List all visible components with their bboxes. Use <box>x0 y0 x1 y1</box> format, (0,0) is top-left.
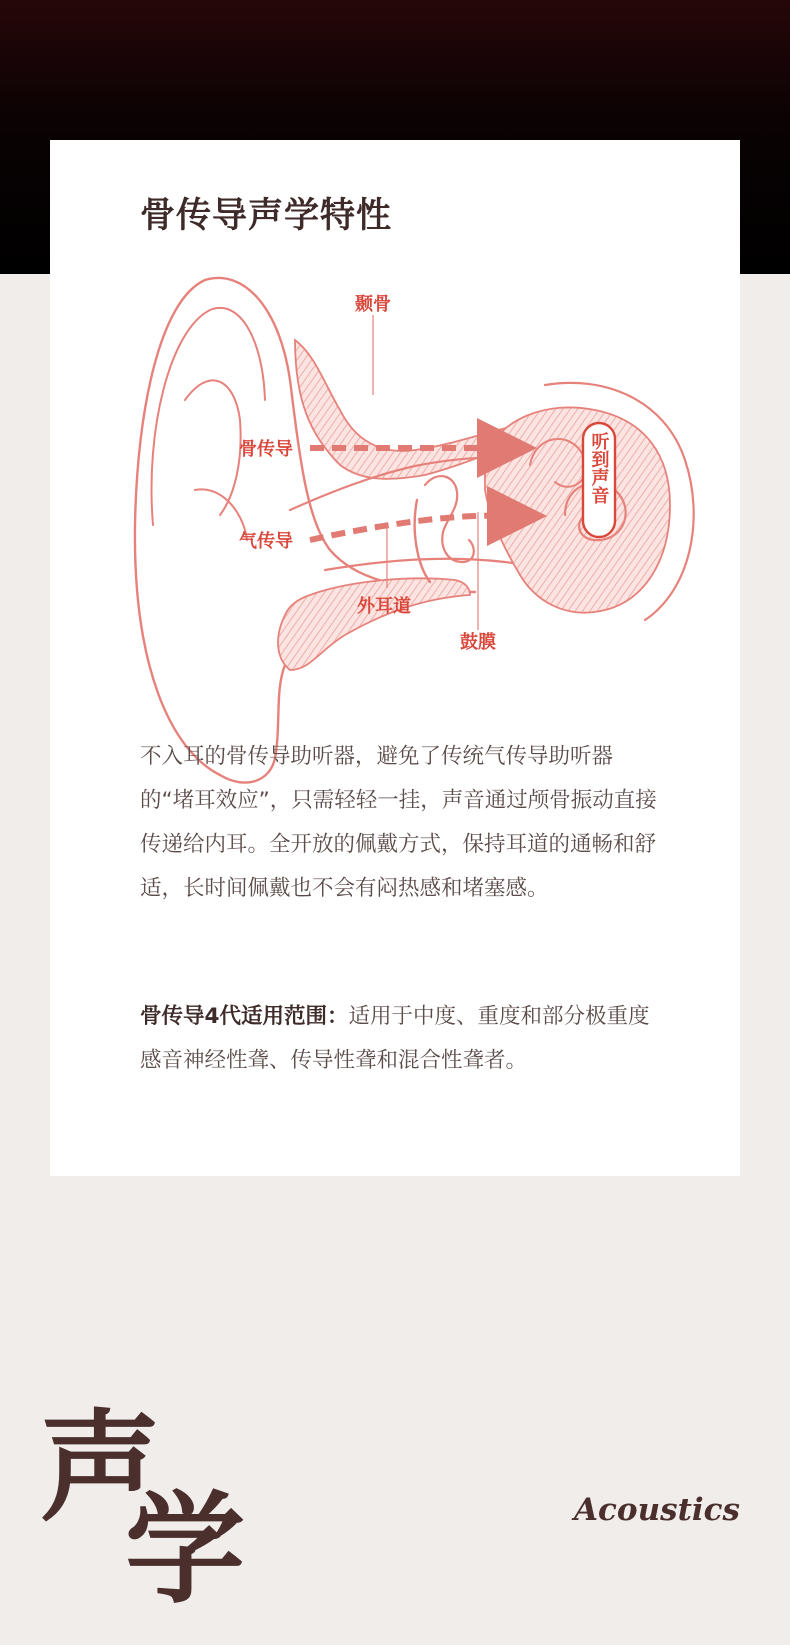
eardrum-shape <box>415 500 430 582</box>
scope-text: 适用于中度、重度和部分极重度感音神经性聋、传导性聋和混合性聋者。 <box>140 1004 650 1073</box>
label-air-conduction: 气传导 <box>239 531 293 552</box>
card-title: 骨传导声学特性 <box>140 196 393 236</box>
antihelix <box>185 380 241 515</box>
label-ear-canal: 外耳道 <box>357 596 411 617</box>
label-eardrum: 鼓膜 <box>460 632 496 653</box>
scope-paragraph <box>140 995 660 1083</box>
canal-lower-band <box>278 578 470 670</box>
description-text: 不入耳的骨传导助听器，避免了传统气传导助听器的“堵耳效应”，只需轻轻一挂，声音通过颅骨振动直接传递给内耳。全开放的佩戴方式，保持耳道的通畅和舒适，长时间佩戴也不会有闷热感和堵塞感。 <box>140 744 657 901</box>
label-bone-conduction: 骨传导 <box>239 439 293 460</box>
section-title-char-2: 学 <box>125 1479 245 1620</box>
content-card <box>50 140 740 1176</box>
helix-inner <box>152 308 265 525</box>
inner-ear-shape <box>485 407 670 612</box>
label-hear-sound: 听到声音 <box>588 432 610 504</box>
scope-label: 骨传导4代适用范围： <box>140 1004 349 1029</box>
label-temporal-bone: 颞骨 <box>355 294 391 315</box>
section-title-char-1: 声 <box>40 1397 160 1538</box>
section-title-english: Acoustics <box>573 1492 740 1528</box>
